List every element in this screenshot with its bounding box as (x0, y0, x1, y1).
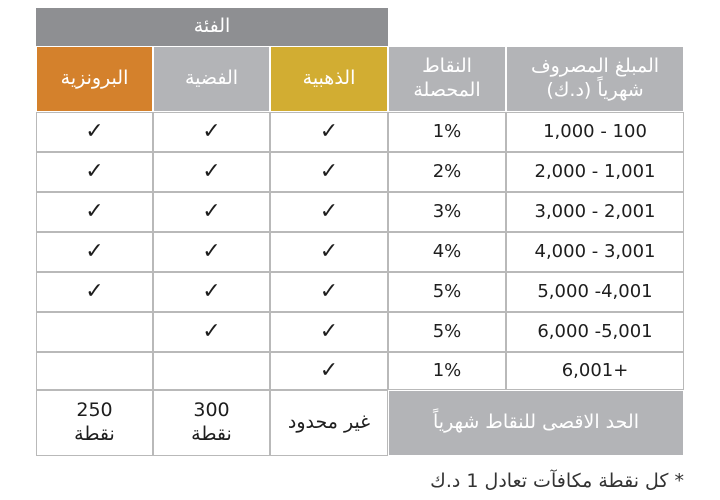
bronze-check: ✓ (36, 112, 153, 152)
bronze-check: ✓ (36, 232, 153, 272)
bronze-empty-cell (36, 352, 153, 390)
silver-empty-cell (153, 352, 270, 390)
silver-tier-header: الفضية (153, 46, 270, 112)
gold-check: ✓ (270, 312, 388, 352)
gold-check: ✓ (270, 272, 388, 312)
points-cell: 2% (388, 152, 506, 192)
silver-check: ✓ (153, 152, 270, 192)
footnote: * كل نقطة مكافآت تعادل 1 د.ك (430, 470, 684, 492)
points-cell: 1% (388, 352, 506, 390)
bronze-tier-header: البرونزية (36, 46, 153, 112)
category-header: الفئة (36, 8, 388, 46)
silver-check: ✓ (153, 272, 270, 312)
amount-cell: 3,000 - 2,001 (506, 192, 684, 232)
gold-max-points: غير محدود (270, 390, 388, 456)
bronze-max-points: 250 نقطة (36, 390, 153, 456)
amount-cell: 2,000 - 1,001 (506, 152, 684, 192)
silver-max-points: 300 نقطة (153, 390, 270, 456)
silver-check: ✓ (153, 192, 270, 232)
gold-tier-header: الذهبية (270, 46, 388, 112)
silver-check: ✓ (153, 112, 270, 152)
max-points-label: الحد الاقصى للنقاط شهرياً (388, 390, 684, 456)
points-cell: 5% (388, 272, 506, 312)
amount-column-header: المبلغ المصروف شهرياً (د.ك) (506, 46, 684, 112)
gold-check: ✓ (270, 232, 388, 272)
points-column-header: النقاط المحصلة (388, 46, 506, 112)
silver-check: ✓ (153, 312, 270, 352)
gold-check: ✓ (270, 152, 388, 192)
points-cell: 4% (388, 232, 506, 272)
silver-check: ✓ (153, 232, 270, 272)
gold-check: ✓ (270, 192, 388, 232)
amount-cell: 6,001+ (506, 352, 684, 390)
points-cell: 1% (388, 112, 506, 152)
amount-cell: 4,000 - 3,001 (506, 232, 684, 272)
points-cell: 3% (388, 192, 506, 232)
gold-check: ✓ (270, 112, 388, 152)
amount-cell: 1,000 - 100 (506, 112, 684, 152)
bronze-check: ✓ (36, 192, 153, 232)
bronze-empty-cell (36, 312, 153, 352)
bronze-check: ✓ (36, 272, 153, 312)
amount-cell: 6,000 -5,001 (506, 312, 684, 352)
amount-cell: 5,000 -4,001 (506, 272, 684, 312)
gold-check: ✓ (270, 352, 388, 390)
bronze-check: ✓ (36, 152, 153, 192)
points-cell: 5% (388, 312, 506, 352)
